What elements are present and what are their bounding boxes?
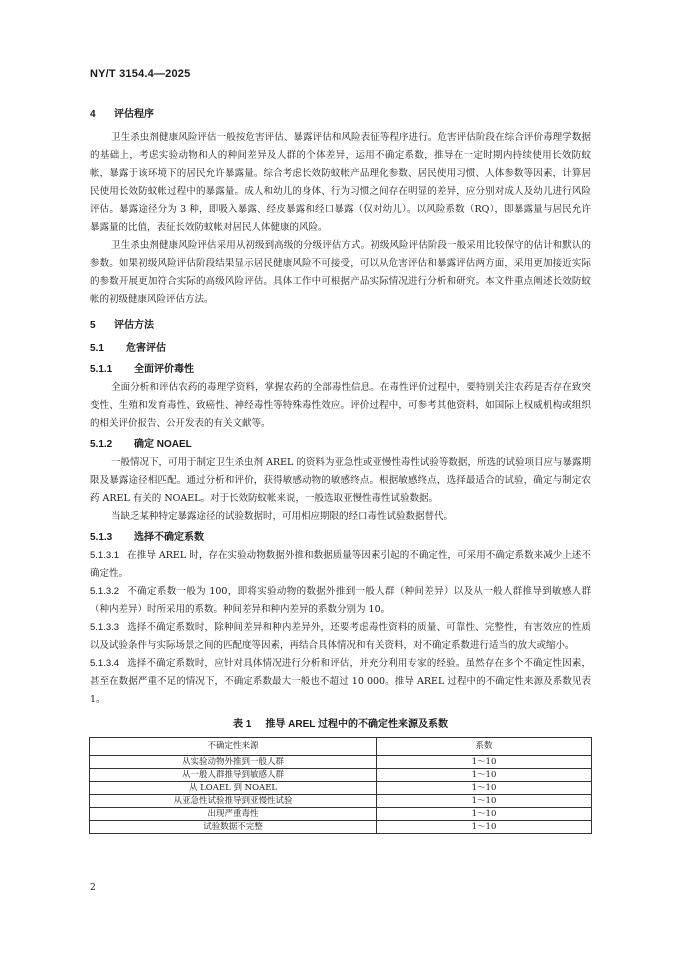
table-row: [90, 808, 592, 821]
paragraph: 卫生杀虫剂健康风险评估一般按危害评估、暴露评估和风险表征等程序进行。危害评估阶段在综合评价毒理学数据的基础上，考虑实验动物和人的种间差异及人群的个体差异，运用不确定系数，推导在一定时期内持续使用长效防蚊帐，暴露于该环境下的居民允许暴露量。综合考虑长效防蚊帐产品理化参数、居民使用习惯、人体参数等因素，计算居民使用长效防蚊帐过程中的暴露量。成人和幼儿的身体、行为习惯之间存在明显的差异，应分别对成人及幼儿进行风险评估。暴露途径分为 3 种，即吸入暴露、经皮暴露和经口暴露（仅对幼儿）。以风险系数（RQ），即暴露量与居民允许暴露量的比值，表征长效防蚊帐对居民人体健康的风险。: [90, 132, 591, 233]
subsection-title: 全面评价毒性: [134, 364, 194, 375]
paragraph: 当缺乏某种特定暴露途径的试验数据时，可用相应期限的经口毒性试验数据替代。: [111, 511, 454, 522]
section-4-heading: [90, 108, 591, 122]
paragraph: 全面分析和评估农药的毒理学资料，掌握农药的全部毒性信息。在毒性评价过程中，要特别关注农药是否存在致突变性、生殖和发育毒性、致癌性、神经毒性等特殊毒性效应。评价过程中，可参考其他资料，如国际上权威机构或组织的相关评价报告、公开发表的有关文献等。: [90, 382, 591, 429]
clause-5-1-3-4: [90, 655, 591, 709]
clause-text: 选择不确定系数时，除种间差异和种内差异外，还要考虑毒性资料的质量、可靠性、完整性，有害效应的性质以及试验条件与实际场景之间的匹配度等因素，再结合具体情况和有关资料，对不确定系数进行适当的放大或缩小。: [90, 622, 591, 651]
factor-cell: 1～10: [377, 821, 592, 834]
table-title: 推导 AREL 过程中的不确定性来源及系数: [265, 719, 448, 730]
table-row: [90, 821, 592, 834]
source-cell: 从亚急性试验推导到亚慢性试验: [90, 795, 377, 808]
subsection-5-1-2-heading: [90, 435, 591, 454]
table-row: [90, 795, 592, 808]
factor-cell: 1～10: [377, 808, 592, 821]
document-body: [90, 108, 591, 834]
section-title: 评估方法: [114, 320, 154, 331]
table-row: [90, 782, 592, 795]
section-number: 4: [90, 109, 96, 120]
factor-cell: 1～10: [377, 769, 592, 782]
clause-number: 5.1.3.4: [90, 658, 120, 669]
clause-text: 选择不确定系数时，应针对具体情况进行分析和评估，并充分利用专家的经验。虽然存在多个不确定性因素，甚至在数据严重不足的情况下，不确定系数最大一般也不超过 10 000。推导 AREL 过程中的不确定性来源及系数见表 1。: [90, 658, 591, 705]
table-label: 表 1: [233, 719, 252, 730]
source-cell: 从 LOAEL 到 NOAEL: [90, 782, 377, 795]
clause-text: 不确定系数一般为 100，即将实验动物的数据外推到一般人群（种间差异）以及从一般人群推导到敏感人群（种内差异）时所采用的系数。种间差异和种内差异的系数分别为 10。: [90, 586, 591, 615]
clause-number: 5.1.3.2: [90, 586, 120, 597]
paragraph: 卫生杀虫剂健康风险评估采用从初级到高级的分级评估方式。初级风险评估阶段一般采用比较保守的估计和默认的参数。如果初级风险评估阶段结果显示居民健康风险不可接受，可以从危害评估和暴露评估两方面，采用更加接近实际的参数开展更加符合实际的高级风险评估。具体工作中可根据产品实际情况进行分析和研究。本文件重点阐述长效防蚊帐的初级健康风险评估方法。: [90, 240, 591, 305]
section-title: 评估程序: [114, 109, 154, 120]
clause-number: 5.1.3.3: [90, 622, 120, 633]
table-header-row: [90, 738, 592, 756]
subsection-title: 选择不确定系数: [134, 532, 204, 543]
section-number: 5: [90, 320, 96, 331]
factor-cell: 1～10: [377, 756, 592, 769]
subsection-number: 5.1.2: [90, 439, 113, 450]
paragraph: 一般情况下，可用于制定卫生杀虫剂 AREL 的资料为亚急性或亚慢性毒性试验等数据，所选的试验项目应与暴露期限及暴露途径相匹配。通过分析和评价，获得敏感动物的敏感终点。根据敏感终点，选择最适合的试验，确定与制定农药 AREL 有关的 NOAEL。对于长效防蚊帐来说，一般选取亚慢性毒性试验数据。: [90, 457, 591, 504]
document-id: NY/T 3154.4—2025: [90, 68, 191, 80]
source-cell: 从一般人群推导到敏感人群: [90, 769, 377, 782]
subsection-5-1-3-heading: [90, 528, 591, 547]
uncertainty-table: [89, 737, 592, 834]
source-cell: 从实验动物外推到一般人群: [90, 756, 377, 769]
page-number: 2: [90, 883, 96, 893]
source-cell: 出现严重毒性: [90, 808, 377, 821]
clause-5-1-3-2: [90, 583, 591, 619]
subsection-title: 危害评估: [126, 343, 166, 354]
subsection-5-1-heading: [90, 340, 591, 358]
factor-cell: 1～10: [377, 795, 592, 808]
clause-text: 在推导 AREL 时，存在实验动物数据外推和数据质量等因素引起的不确定性，可采用不确定系数来减少上述不确定性。: [90, 550, 591, 579]
section-5-heading: [90, 319, 591, 333]
source-cell: 试验数据不完整: [90, 821, 377, 834]
table-row: [90, 769, 592, 782]
clause-5-1-3-1: [90, 547, 591, 583]
column-header: 不确定性来源: [90, 738, 377, 756]
clause-5-1-3-3: [90, 619, 591, 655]
subsection-number: 5.1.3: [90, 532, 113, 543]
subsection-title: 确定 NOAEL: [134, 439, 192, 450]
clause-number: 5.1.3.1: [90, 550, 120, 561]
table-caption: [90, 715, 591, 730]
table-row: [90, 756, 592, 769]
subsection-5-1-1-heading: [90, 360, 591, 379]
column-header: 系数: [377, 738, 592, 756]
factor-cell: 1～10: [377, 782, 592, 795]
subsection-number: 5.1.1: [90, 364, 113, 375]
subsection-number: 5.1: [90, 343, 104, 354]
